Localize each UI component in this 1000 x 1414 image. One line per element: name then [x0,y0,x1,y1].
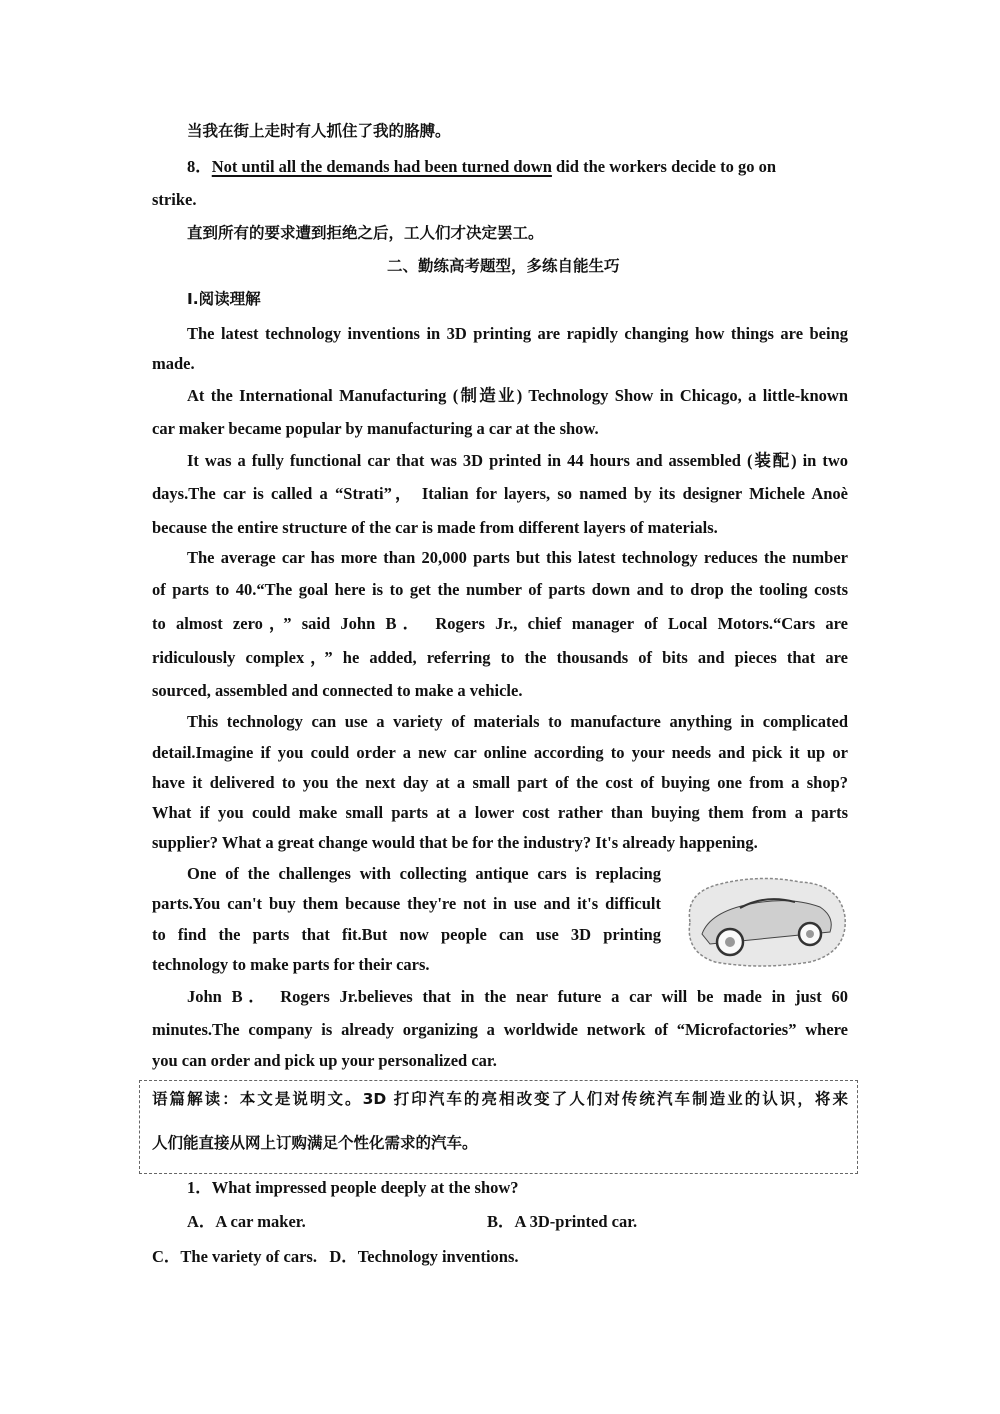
passage-line: ridiculously complex，” he added, referring to the thousands of bits and pieces that are [152,648,848,667]
option-b: B．A 3D-printed car. [487,1212,638,1231]
passage-line: It was a fully functional car that was 3D printed in 44 hours and assembled (装配) in two [187,451,848,470]
passage-line: The latest technology inventions in 3D printing are rapidly changing how things are being [187,324,848,343]
passage-line: have it delivered to you the next day at a small part of the cost of buying one from a shop? [152,773,848,792]
option-a: A．A car maker. [187,1212,306,1231]
passage-line: car maker became popular by manufacturing a car at the show. [152,419,599,438]
option-c-d: C．The variety of cars. D．Technology inventions. [152,1247,519,1266]
passage-line: made. [152,354,195,373]
passage-line: sourced, assembled and connected to make a vehicle. [152,681,523,700]
passage-line: because the entire structure of the car is made from different layers of materials. [152,518,718,537]
passage-line: to almost zero，” said John B． Rogers Jr., chief manager of Local Motors.“Cars are [152,614,848,633]
passage-line: of parts to 40.“The goal here is to get the number of parts down and to drop the tooling costs [152,580,848,599]
passage-line: supplier? What a great change would that be for the industry? It's already happening. [152,833,758,852]
item-8-rest: did the workers decide to go on [551,157,777,176]
passage-line: minutes.The company is already organizing a worldwide network of “Microfactories” where [152,1020,848,1039]
item-8-underlined: Not until all the demands had been turned down [211,157,552,176]
passage-line: technology to make parts for their cars. [152,955,430,974]
summary-line: 人们能直接从网上订购满足个性化需求的汽车。 [152,1134,478,1152]
previous-translation: 当我在街上走时有人抓住了我的胳膊。 [187,122,451,140]
section-title: 二、勤练高考题型，多练自能生巧 [387,257,620,275]
3d-printed-car-image [680,872,848,970]
passage-line: to find the parts that fit.But now people can use 3D printing [152,925,661,944]
passage-line: parts.You can't buy them because they're not in use and it's difficult [152,894,661,913]
item-8 [187,156,848,178]
passage-line: days.The car is called a “Strati”， Italian for layers, so named by its designer Michele Anoè [152,484,848,503]
summary-line: 语篇解读：本文是说明文。3D 打印汽车的亮相改变了人们对传统汽车制造业的认识，将来 [152,1090,848,1108]
passage-line: One of the challenges with collecting antique cars is replacing [187,864,661,883]
passage-line: At the International Manufacturing (制造业) Technology Show in Chicago, a little-known [187,386,848,405]
passage-line: you can order and pick up your personalized car. [152,1051,497,1070]
item-8-cont: strike. [152,190,197,209]
passage-line: John B． Rogers Jr.believes that in the near future a car will be made in just 60 [187,987,848,1006]
item-8-translation: 直到所有的要求遭到拒绝之后，工人们才决定罢工。 [187,224,544,242]
passage-line: This technology can use a variety of materials to manufacture anything in complicated [187,712,848,731]
passage-line: What if you could make small parts at a lower cost rather than buying them from a parts [152,803,848,822]
item-8-number: 8． [187,157,212,176]
passage-line: The average car has more than 20,000 parts but this latest technology reduces the number [187,548,848,567]
question-1-stem: 1．What impressed people deeply at the show? [187,1178,519,1197]
passage-line: detail.Imagine if you could order a new car online according to your needs and pick it up or [152,743,848,762]
subsection-title: Ⅰ.阅读理解 [187,290,261,308]
